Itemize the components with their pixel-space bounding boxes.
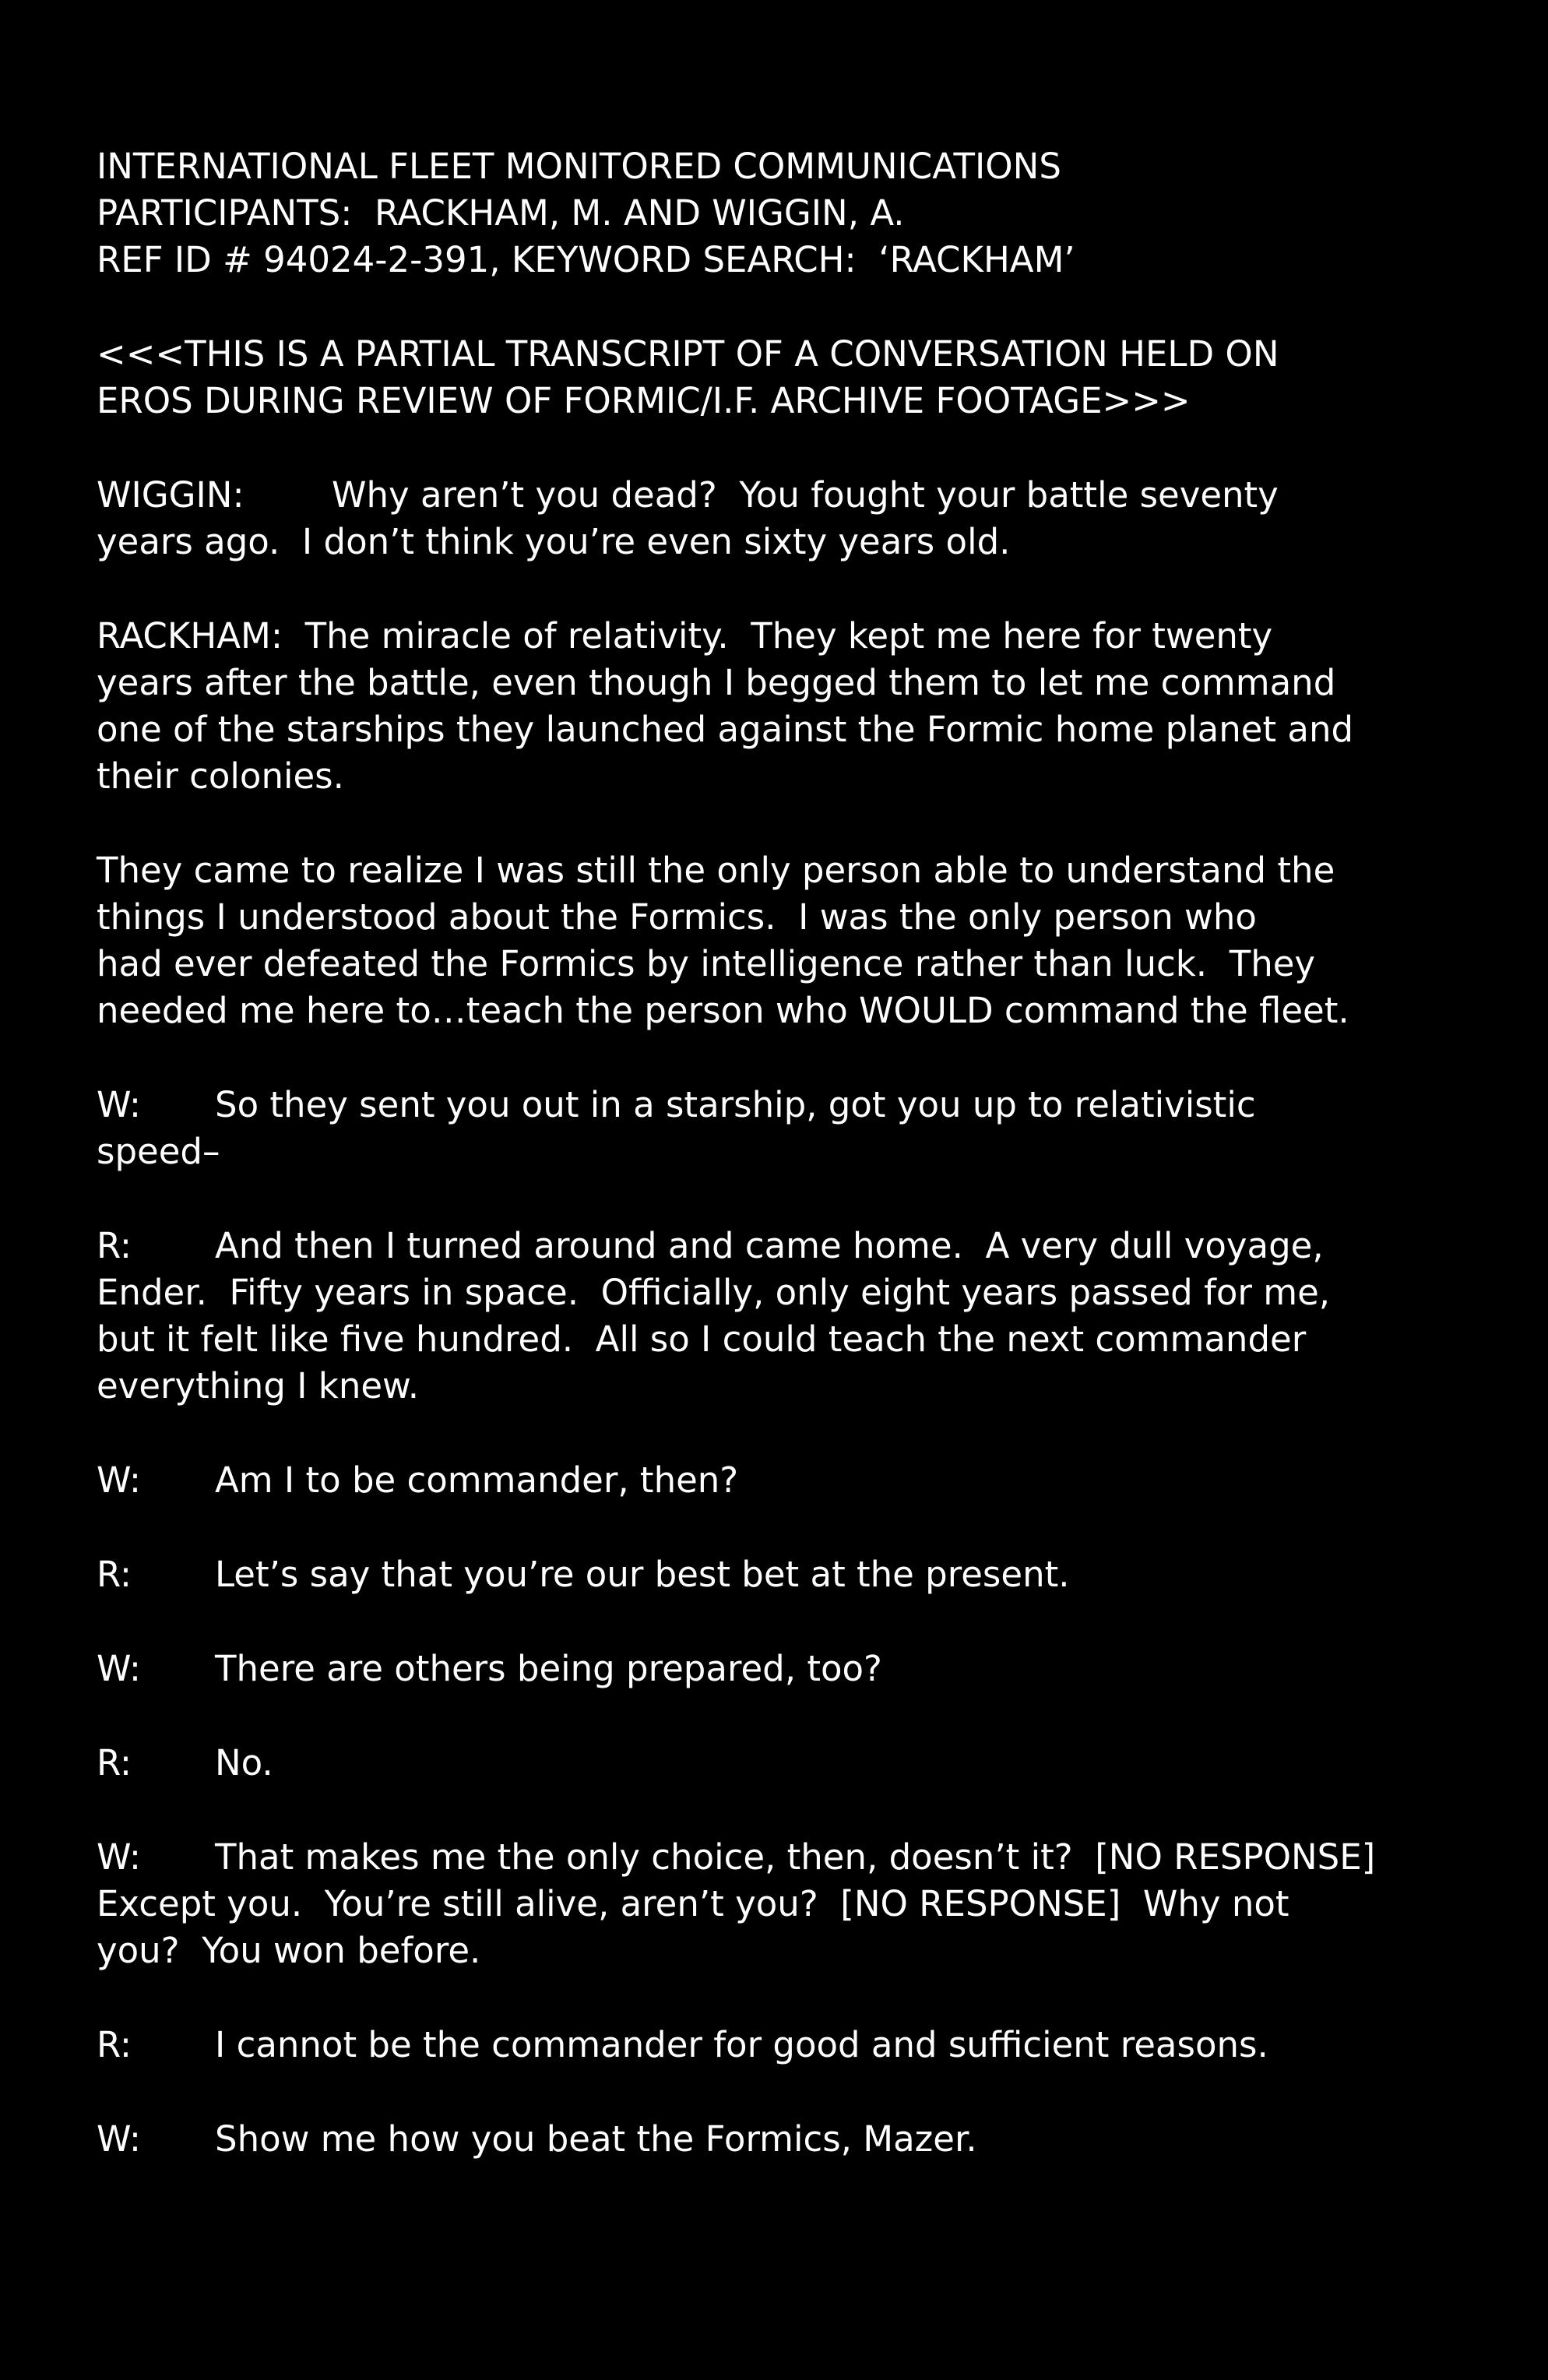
dialogue-text: That makes me the only choice, then, doesn’t it? [NO RESPONSE]	[215, 1836, 1376, 1878]
speaker-label: W:	[97, 2118, 142, 2160]
dialogue-text: needed me here to…teach the person who WOULD command the fleet.	[97, 990, 1349, 1031]
dialogue-text: Am I to be commander, then?	[215, 1459, 739, 1501]
dialogue-text: The miracle of relativity. They kept me here for twenty	[304, 615, 1273, 657]
dialogue-text: Let’s say that you’re our best bet at the present.	[215, 1554, 1070, 1595]
dialogue-text: you? You won before.	[97, 1930, 481, 1971]
header-line: INTERNATIONAL FLEET MONITORED COMMUNICATIONS	[97, 146, 1061, 187]
speaker-label: R:	[97, 1554, 132, 1595]
dialogue-entry	[97, 613, 1467, 800]
dialogue-text: There are others being prepared, too?	[215, 1648, 882, 1689]
transcript-page	[97, 143, 1467, 2163]
dialogue-entry	[97, 1551, 1467, 1598]
dialogue-text: everything I knew.	[97, 1365, 420, 1407]
ref-id-line: REF ID # 94024-2-391, KEYWORD SEARCH: ‘RACKHAM’	[97, 239, 1075, 280]
header-block	[97, 143, 1467, 283]
dialogue-text: Ender. Fifty years in space. Officially, only eight years passed for me,	[97, 1272, 1331, 1313]
dialogue-text: No.	[215, 1742, 273, 1783]
dialogue-entry	[97, 1457, 1467, 1504]
speaker-label: W:	[97, 1084, 142, 1125]
dialogue-entry	[97, 1740, 1467, 1787]
speaker-label: W:	[97, 1836, 142, 1878]
dialogue-text: speed–	[97, 1131, 220, 1172]
dialogue-text: Why aren’t you dead? You fought your battle seventy	[332, 474, 1279, 516]
dialogue-entry	[97, 1646, 1467, 1692]
dialogue-text: things I understood about the Formics. I was the only person who	[97, 896, 1257, 938]
speaker-label: W:	[97, 1648, 142, 1689]
speaker-label: R:	[97, 1742, 132, 1783]
dialogue-text: had ever defeated the Formics by intelligence rather than luck. They	[97, 943, 1316, 984]
dialogue-text: but it felt like five hundred. All so I could teach the next commander	[97, 1319, 1307, 1360]
dialogue-text: I cannot be the commander for good and sufficient reasons.	[215, 2024, 1268, 2065]
dialogue-text: one of the starships they launched against the Formic home planet and	[97, 709, 1354, 750]
participants-line: PARTICIPANTS: RACKHAM, M. AND WIGGIN, A.	[97, 192, 905, 234]
dialogue-entry	[97, 2022, 1467, 2068]
speaker-label: RACKHAM:	[97, 615, 283, 657]
dialogue-entry	[97, 1223, 1467, 1410]
dialogue-text: their colonies.	[97, 755, 344, 797]
dialogue-text: Show me how you beat the Formics, Mazer.	[215, 2118, 977, 2160]
transcript-note: <<<THIS IS A PARTIAL TRANSCRIPT OF A CONVERSATION HELD ON EROS DURING REVIEW OF FORMIC/I.F. ARCHIVE FOOTAGE>>>	[97, 333, 1279, 421]
dialogue-entry	[97, 1834, 1467, 1974]
dialogue-entry	[97, 2116, 1467, 2163]
dialogue-entry	[97, 847, 1467, 1034]
dialogue-entry	[97, 1082, 1467, 1175]
dialogue-entry	[97, 472, 1467, 565]
speaker-label: WIGGIN:	[97, 474, 245, 516]
dialogue-text: Except you. You’re still alive, aren’t you? [NO RESPONSE] Why not	[97, 1883, 1289, 1924]
speaker-label: R:	[97, 2024, 132, 2065]
speaker-label: R:	[97, 1225, 132, 1266]
dialogue-text: years ago. I don’t think you’re even sixty years old.	[97, 521, 1011, 562]
dialogue-text: So they sent you out in a starship, got you up to relativistic	[215, 1084, 1256, 1125]
dialogue-text: And then I turned around and came home. A very dull voyage,	[215, 1225, 1324, 1266]
dialogue-text: years after the battle, even though I begged them to let me command	[97, 662, 1336, 703]
speaker-label: W:	[97, 1459, 142, 1501]
dialogue-text: They came to realize I was still the only person able to understand the	[97, 850, 1335, 891]
